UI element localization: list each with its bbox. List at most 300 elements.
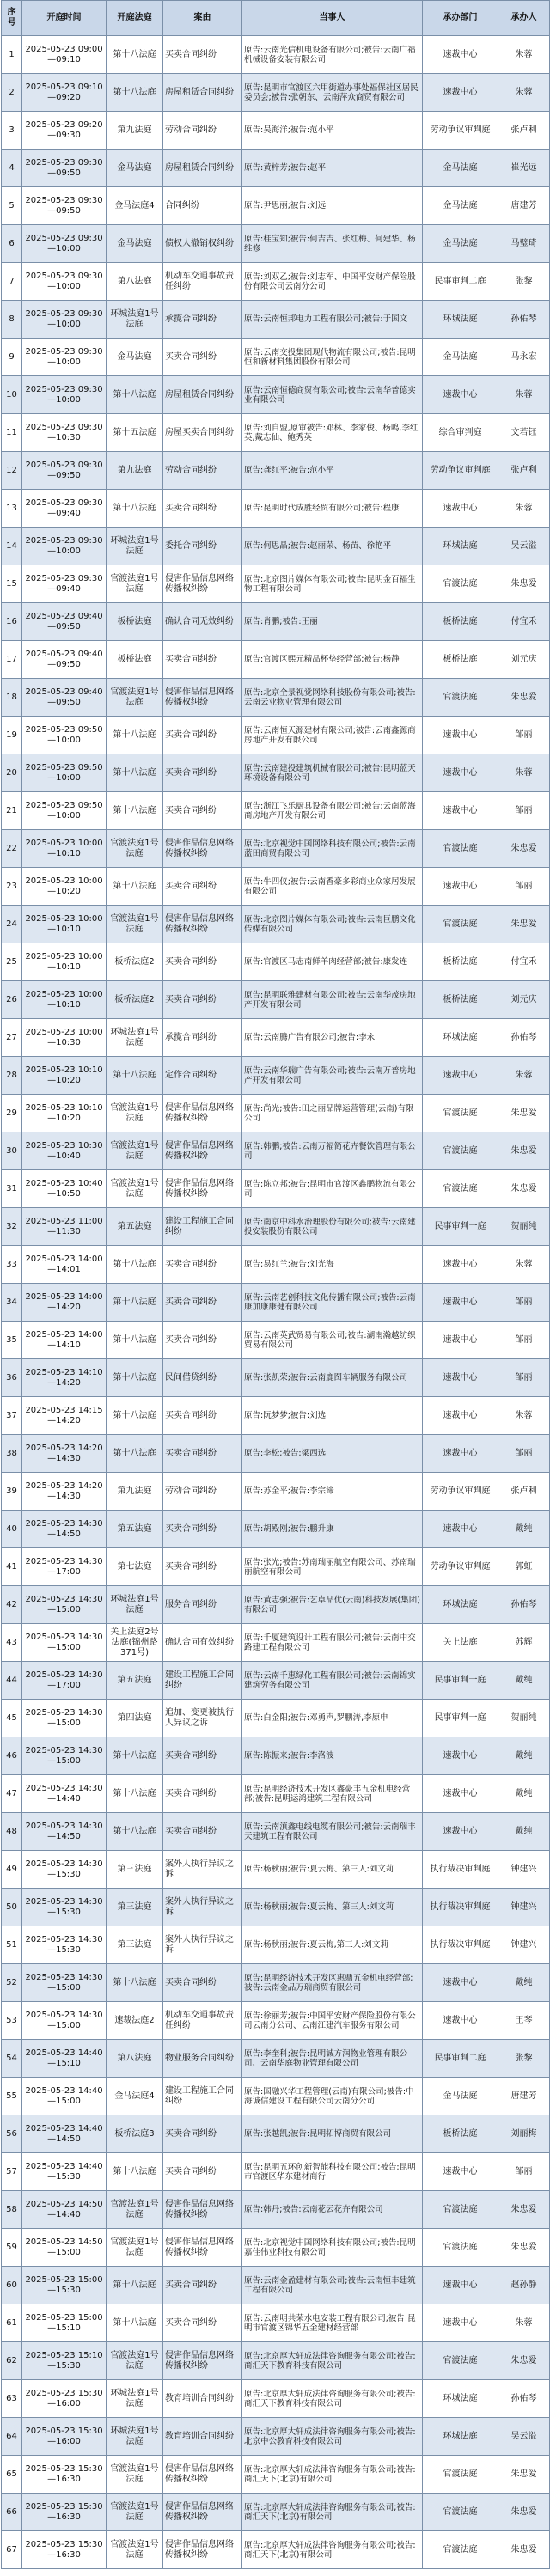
table-row — [2, 943, 550, 981]
table-row — [2, 1511, 550, 1548]
row-number: 45 — [2, 1700, 22, 1737]
parties: 原告:云南腾广告有限公司;被告:李永 — [242, 1019, 423, 1057]
judge: 吴云溢 — [498, 2418, 550, 2456]
courtroom: 第九法庭 — [107, 1473, 163, 1511]
department: 环城法庭 — [423, 528, 498, 565]
hearing-time: 2025-05-23 10:10—10:20 — [22, 1057, 107, 1095]
table-row — [2, 187, 550, 225]
case-cause: 承揽合同纠纷 — [163, 1019, 242, 1057]
row-number: 12 — [2, 452, 22, 490]
department: 劳动争议审判庭 — [423, 112, 498, 150]
parties: 原告:北京厚大轩成法律咨询服务有限公司;被告:商汇天下(北京)有限公司 — [242, 2531, 423, 2569]
department: 速裁中心 — [423, 36, 498, 74]
judge: 刘丽梅 — [498, 2115, 550, 2153]
judge: 朱忠爱 — [498, 2229, 550, 2267]
judge: 戴纯 — [498, 1813, 550, 1851]
row-number: 2 — [2, 74, 22, 112]
row-number: 49 — [2, 1851, 22, 1889]
parties: 原告:浙江飞乐厨具设备有限公司;被告:云南蓝海商房地产开发有限公司 — [242, 792, 423, 830]
judge: 朱忠爱 — [498, 2456, 550, 2494]
department: 民事审判二庭 — [423, 263, 498, 301]
table-row — [2, 1624, 550, 1662]
hearing-time: 2025-05-23 15:30—16:30 — [22, 2531, 107, 2569]
row-number: 48 — [2, 1813, 22, 1851]
hearing-time: 2025-05-23 14:30—15:00 — [22, 1737, 107, 1775]
row-number: 3 — [2, 112, 22, 150]
hearing-time: 2025-05-23 15:30—16:30 — [22, 2456, 107, 2494]
case-cause: 民间借贷纠纷 — [163, 1359, 242, 1397]
case-cause: 房屋租赁合同纠纷 — [163, 74, 242, 112]
department: 速裁中心 — [423, 2153, 498, 2191]
parties: 原告:北京图片媒体有限公司;被告:昆明金百福生物工程有限公司 — [242, 565, 423, 603]
department: 金马法庭 — [423, 2078, 498, 2115]
judge: 邹丽 — [498, 1435, 550, 1473]
case-cause: 买卖合同纠纷 — [163, 792, 242, 830]
hearing-time: 2025-05-23 10:00—10:10 — [22, 830, 107, 868]
case-cause: 委托合同纠纷 — [163, 528, 242, 565]
case-cause: 侵害作品信息网络传播权纠纷 — [163, 2342, 242, 2380]
parties: 原告:云南恒天源建材有限公司;被告:云南鑫源商房地产开发有限公司 — [242, 717, 423, 754]
case-cause: 买卖合同纠纷 — [163, 2267, 242, 2304]
department: 速裁中心 — [423, 717, 498, 754]
hearing-time: 2025-05-23 10:30—10:40 — [22, 1132, 107, 1170]
case-cause: 侵害作品信息网络传播权纠纷 — [163, 1170, 242, 1208]
table-row — [2, 1586, 550, 1624]
department: 速裁中心 — [423, 1246, 498, 1284]
department: 速裁中心 — [423, 1813, 498, 1851]
courtroom: 官渡法庭1号法庭 — [107, 830, 163, 868]
row-number: 64 — [2, 2418, 22, 2456]
row-number: 60 — [2, 2267, 22, 2304]
hearing-time: 2025-05-23 15:10—15:30 — [22, 2342, 107, 2380]
department: 劳动争议审判庭 — [423, 1548, 498, 1586]
table-row — [2, 452, 550, 490]
hearing-time: 2025-05-23 10:00—10:10 — [22, 943, 107, 981]
judge: 朱忠爱 — [498, 2531, 550, 2569]
hearing-time: 2025-05-23 10:00—10:20 — [22, 868, 107, 906]
row-number: 19 — [2, 717, 22, 754]
courtroom: 第三法庭 — [107, 1851, 163, 1889]
courtroom: 第十八法庭 — [107, 1246, 163, 1284]
table-row — [2, 150, 550, 187]
courtroom: 金马法庭 — [107, 339, 163, 376]
hearing-time: 2025-05-23 14:40—15:00 — [22, 2078, 107, 2115]
case-cause: 机动车交通事故责任纠纷 — [163, 263, 242, 301]
judge: 朱忠爱 — [498, 2342, 550, 2380]
department: 官渡法庭 — [423, 1132, 498, 1170]
row-number: 50 — [2, 1889, 22, 1926]
parties: 原告:陈立邦;被告:昆明市官渡区鑫鹏物流有限公司 — [242, 1170, 423, 1208]
department: 速裁中心 — [423, 1359, 498, 1397]
judge: 马璧琦 — [498, 225, 550, 263]
case-cause: 房屋买卖合同纠纷 — [163, 414, 242, 452]
parties: 原告:云南华瑞广告有限公司;被告:云南万普房地产开发有限公司 — [242, 1057, 423, 1095]
case-cause: 买卖合同纠纷 — [163, 2115, 242, 2153]
table-row — [2, 1284, 550, 1322]
judge: 付宜禾 — [498, 943, 550, 981]
parties: 原告:李松;被告:梁西选 — [242, 1435, 423, 1473]
department: 速裁中心 — [423, 1435, 498, 1473]
department: 速裁中心 — [423, 74, 498, 112]
hearing-time: 2025-05-23 15:30—16:00 — [22, 2418, 107, 2456]
hearing-time: 2025-05-23 14:20—14:30 — [22, 1473, 107, 1511]
hearing-time: 2025-05-23 15:00—15:30 — [22, 2267, 107, 2304]
department: 官渡法庭 — [423, 1095, 498, 1132]
table-row — [2, 1775, 550, 1813]
hearing-time: 2025-05-23 14:15—14:20 — [22, 1397, 107, 1435]
row-number: 53 — [2, 2002, 22, 2040]
row-number: 11 — [2, 414, 22, 452]
table-row — [2, 225, 550, 263]
row-number: 66 — [2, 2494, 22, 2531]
department: 速裁中心 — [423, 1511, 498, 1548]
department: 环城法庭 — [423, 2380, 498, 2418]
row-number: 26 — [2, 981, 22, 1019]
case-cause: 房屋租赁合同纠纷 — [163, 376, 242, 414]
courtroom: 第九法庭 — [107, 452, 163, 490]
judge: 朱蓉 — [498, 1397, 550, 1435]
case-cause: 确认合同有效纠纷 — [163, 1624, 242, 1662]
judge: 孙佑琴 — [498, 301, 550, 339]
parties: 原告:北京厚大轩成法律咨询服务有限公司;被告:北京中公教育科技有限公司 — [242, 2418, 423, 2456]
hearing-time: 2025-05-23 15:00—15:10 — [22, 2304, 107, 2342]
courtroom: 板桥法庭3 — [107, 2115, 163, 2153]
row-number: 33 — [2, 1246, 22, 1284]
courtroom: 官渡法庭1号法庭 — [107, 1132, 163, 1170]
table-row — [2, 1208, 550, 1246]
parties: 原告:北京视觉中国网络科技有限公司;被告:云南蓝田商贸有限公司 — [242, 830, 423, 868]
courtroom: 第四法庭 — [107, 1700, 163, 1737]
case-cause: 买卖合同纠纷 — [163, 943, 242, 981]
department: 速裁中心 — [423, 490, 498, 528]
row-number: 63 — [2, 2380, 22, 2418]
judge: 朱蓉 — [498, 490, 550, 528]
hearing-time: 2025-05-23 14:30—17:00 — [22, 1548, 107, 1586]
parties: 原告:北京厚大轩成法律咨询服务有限公司;被告:商汇天下(北京)有限公司 — [242, 2494, 423, 2531]
row-number: 43 — [2, 1624, 22, 1662]
courtroom: 官渡法庭1号法庭 — [107, 2531, 163, 2569]
case-cause: 建设工程施工合同纠纷 — [163, 1208, 242, 1246]
judge: 朱蓉 — [498, 1057, 550, 1095]
table-row — [2, 679, 550, 717]
courtroom: 第十八法庭 — [107, 717, 163, 754]
judge: 邹丽 — [498, 868, 550, 906]
judge: 张卢利 — [498, 1473, 550, 1511]
courtroom: 第五法庭 — [107, 1662, 163, 1700]
row-number: 25 — [2, 943, 22, 981]
row-number: 40 — [2, 1511, 22, 1548]
parties: 原告:北京厚大轩成法律咨询服务有限公司;被告:商汇天下(北京)有限公司 — [242, 2456, 423, 2494]
table-row — [2, 1926, 550, 1964]
case-cause: 劳动合同纠纷 — [163, 452, 242, 490]
hearing-time: 2025-05-23 09:20—09:30 — [22, 112, 107, 150]
case-cause: 案外人执行异议之诉 — [163, 1851, 242, 1889]
table-row — [2, 2191, 550, 2229]
case-cause: 买卖合同纠纷 — [163, 1813, 242, 1851]
case-cause: 追加、变更被执行人异议之诉 — [163, 1700, 242, 1737]
hearing-time: 2025-05-23 11:00—11:30 — [22, 1208, 107, 1246]
department: 民事审判一庭 — [423, 1662, 498, 1700]
case-cause: 机动车交通事故责任纠纷 — [163, 2002, 242, 2040]
parties: 原告:易红兰;被告:刘光海 — [242, 1246, 423, 1284]
parties: 原告:张凯荣;被告:云南鹿图车辆服务有限公司 — [242, 1359, 423, 1397]
parties: 原告:云南艺创科技文化传播有限公司;被告:云南康加康康健有限公司 — [242, 1284, 423, 1322]
judge: 苏辉 — [498, 1624, 550, 1662]
hearing-time: 2025-05-23 09:40—09:50 — [22, 679, 107, 717]
case-cause: 侵害作品信息网络传播权纠纷 — [163, 1132, 242, 1170]
hearing-time: 2025-05-23 09:30—10:00 — [22, 301, 107, 339]
table-row — [2, 1737, 550, 1775]
department: 劳动争议审判庭 — [423, 452, 498, 490]
courtroom: 板桥法庭 — [107, 641, 163, 679]
parties: 原告:苏金平;被告:李宗谛 — [242, 1473, 423, 1511]
department: 劳动争议审判庭 — [423, 1473, 498, 1511]
parties: 原告:昆明时代成胜经贸有限公司;被告:程康 — [242, 490, 423, 528]
row-number: 21 — [2, 792, 22, 830]
courtroom: 环城法庭1号法庭 — [107, 1586, 163, 1624]
case-cause: 承揽合同纠纷 — [163, 301, 242, 339]
table-row — [2, 1889, 550, 1926]
table-row — [2, 641, 550, 679]
case-cause: 教育培训合同纠纷 — [163, 2418, 242, 2456]
case-cause: 物业服务合同纠纷 — [163, 2040, 242, 2078]
table-row — [2, 1132, 550, 1170]
table-row — [2, 528, 550, 565]
table-row — [2, 2494, 550, 2531]
row-number: 23 — [2, 868, 22, 906]
column-header-judge: 承办人 — [498, 1, 550, 36]
table-row — [2, 490, 550, 528]
courtroom: 官渡法庭1号法庭 — [107, 2494, 163, 2531]
table-row — [2, 565, 550, 603]
judge: 贺丽纯 — [498, 1700, 550, 1737]
department: 官渡法庭 — [423, 830, 498, 868]
table-row — [2, 1851, 550, 1889]
department: 板桥法庭 — [423, 641, 498, 679]
hearing-time: 2025-05-23 09:10—09:20 — [22, 74, 107, 112]
department: 综合审判庭 — [423, 414, 498, 452]
department: 速裁中心 — [423, 1964, 498, 2002]
table-row — [2, 339, 550, 376]
hearing-time: 2025-05-23 09:30—09:50 — [22, 452, 107, 490]
table-row — [2, 830, 550, 868]
case-cause: 买卖合同纠纷 — [163, 1322, 242, 1359]
courtroom: 板桥法庭2 — [107, 981, 163, 1019]
judge: 吴云溢 — [498, 528, 550, 565]
department: 速裁中心 — [423, 868, 498, 906]
table-row — [2, 2456, 550, 2494]
judge: 朱忠爱 — [498, 2494, 550, 2531]
courtroom: 环城法庭1号法庭 — [107, 1019, 163, 1057]
table-row — [2, 2304, 550, 2342]
table-row — [2, 1813, 550, 1851]
courtroom: 环城法庭1号法庭 — [107, 301, 163, 339]
case-cause: 买卖合同纠纷 — [163, 1284, 242, 1322]
table-row — [2, 1397, 550, 1435]
hearing-time: 2025-05-23 09:30—09:40 — [22, 565, 107, 603]
parties: 原告:牛四仪;被告:云南香豪多彩商业众家居发展有限公司 — [242, 868, 423, 906]
table-row — [2, 2342, 550, 2380]
courtroom: 官渡法庭1号法庭 — [107, 1095, 163, 1132]
judge: 朱忠爱 — [498, 1095, 550, 1132]
courtroom: 第八法庭 — [107, 2040, 163, 2078]
case-cause: 买卖合同纠纷 — [163, 36, 242, 74]
hearing-time: 2025-05-23 14:30—15:00 — [22, 1700, 107, 1737]
judge: 朱忠爱 — [498, 565, 550, 603]
judge: 刘元庆 — [498, 981, 550, 1019]
courtroom: 第十八法庭 — [107, 1057, 163, 1095]
courtroom: 官渡法庭1号法庭 — [107, 2191, 163, 2229]
department: 官渡法庭 — [423, 1170, 498, 1208]
hearing-time: 2025-05-23 10:10—10:20 — [22, 1095, 107, 1132]
courtroom: 关上法庭2号法庭(锦州路371号) — [107, 1624, 163, 1662]
department: 执行裁决审判庭 — [423, 1889, 498, 1926]
department: 官渡法庭 — [423, 2531, 498, 2569]
hearing-time: 2025-05-23 14:00—14:01 — [22, 1246, 107, 1284]
hearing-time: 2025-05-23 09:50—10:00 — [22, 754, 107, 792]
parties: 原告:北京厚大轩成法律咨询服务有限公司;被告:商汇天下教育科技有限公司 — [242, 2342, 423, 2380]
judge: 钟建兴 — [498, 1926, 550, 1964]
hearing-time: 2025-05-23 10:00—10:10 — [22, 906, 107, 943]
judge: 朱忠爱 — [498, 679, 550, 717]
row-number: 28 — [2, 1057, 22, 1095]
table-row — [2, 2153, 550, 2191]
judge: 贺丽纯 — [498, 1208, 550, 1246]
table-row — [2, 2040, 550, 2078]
hearing-time: 2025-05-23 09:50—10:00 — [22, 717, 107, 754]
row-number: 61 — [2, 2304, 22, 2342]
table-row — [2, 263, 550, 301]
table-row — [2, 1359, 550, 1397]
judge: 郭虹 — [498, 1548, 550, 1586]
department: 民事审判一庭 — [423, 1700, 498, 1737]
row-number: 10 — [2, 376, 22, 414]
courtroom: 官渡法庭1号法庭 — [107, 906, 163, 943]
hearing-time: 2025-05-23 09:00—09:10 — [22, 36, 107, 74]
case-cause: 买卖合同纠纷 — [163, 2304, 242, 2342]
courtroom: 第十八法庭 — [107, 376, 163, 414]
parties: 原告:刘自盟,原审被告:邓林、李家俊、杨鸣,李红英,戴志仙、鲍秀英 — [242, 414, 423, 452]
hearing-time: 2025-05-23 14:30—15:30 — [22, 1889, 107, 1926]
row-number: 46 — [2, 1737, 22, 1775]
case-cause: 侵害作品信息网络传播权纠纷 — [163, 2191, 242, 2229]
column-header-case: 案由 — [163, 1, 242, 36]
parties: 原告:昆明联雅建材有限公司;被告:云南华茂房地产开发有限公司 — [242, 981, 423, 1019]
department: 速裁中心 — [423, 1397, 498, 1435]
parties: 原告:云南恒邦电力工程有限公司;被告:于国文 — [242, 301, 423, 339]
courtroom: 第十八法庭 — [107, 74, 163, 112]
parties: 原告:尹思丽;被告:刘远 — [242, 187, 423, 225]
courtroom: 第七法庭 — [107, 1548, 163, 1586]
courtroom: 环城法庭1号法庭 — [107, 2380, 163, 2418]
department: 板桥法庭 — [423, 943, 498, 981]
judge: 唐建芳 — [498, 2078, 550, 2115]
case-cause: 买卖合同纠纷 — [163, 1737, 242, 1775]
hearing-time: 2025-05-23 14:30—15:30 — [22, 1851, 107, 1889]
table-row — [2, 754, 550, 792]
courtroom: 官渡法庭1号法庭 — [107, 2342, 163, 2380]
row-number: 65 — [2, 2456, 22, 2494]
row-number: 44 — [2, 1662, 22, 1700]
case-cause: 侵害作品信息网络传播权纠纷 — [163, 565, 242, 603]
courtroom: 第十八法庭 — [107, 1775, 163, 1813]
courtroom: 官渡法庭1号法庭 — [107, 565, 163, 603]
courtroom: 速裁法庭2 — [107, 2002, 163, 2040]
courtroom: 官渡法庭1号法庭 — [107, 2456, 163, 2494]
parties: 原告:云南英武贸易有限公司;被告:湖南瀚越纺织贸易有限公司 — [242, 1322, 423, 1359]
hearing-time: 2025-05-23 10:40—10:50 — [22, 1170, 107, 1208]
header-row — [2, 1, 550, 36]
row-number: 30 — [2, 1132, 22, 1170]
parties: 原告:黄梓芳;被告:赵平 — [242, 150, 423, 187]
judge: 邹丽 — [498, 717, 550, 754]
courtroom: 第十八法庭 — [107, 36, 163, 74]
row-number: 17 — [2, 641, 22, 679]
parties: 原告:北京全景视觉网络科技股份有限公司;被告:云南云业物业管理有限公司 — [242, 679, 423, 717]
table-row — [2, 1548, 550, 1586]
parties: 原告:云南滇鑫电线电缆有限公司;被告:云南瑞丰天建筑工程有限公司 — [242, 1813, 423, 1851]
courtroom: 第十八法庭 — [107, 2267, 163, 2304]
parties: 原告:云南恒德商贸有限公司;被告:云南华普德实业有限公司 — [242, 376, 423, 414]
table-row — [2, 74, 550, 112]
parties: 原告:陈振来;被告:李洛波 — [242, 1737, 423, 1775]
row-number: 7 — [2, 263, 22, 301]
row-number: 5 — [2, 187, 22, 225]
case-cause: 建设工程施工合同纠纷 — [163, 2078, 242, 2115]
department: 官渡法庭 — [423, 565, 498, 603]
hearing-time: 2025-05-23 15:30—16:00 — [22, 2380, 107, 2418]
table-row — [2, 36, 550, 74]
courtroom: 金马法庭 — [107, 150, 163, 187]
parties: 原告:桂宝知;被告:何吉吉、张红梅、何建华、杨维修 — [242, 225, 423, 263]
row-number: 20 — [2, 754, 22, 792]
case-cause: 买卖合同纠纷 — [163, 1548, 242, 1586]
courtroom: 官渡法庭1号法庭 — [107, 679, 163, 717]
hearing-time: 2025-05-23 14:30—14:40 — [22, 1775, 107, 1813]
case-cause: 侵害作品信息网络传播权纠纷 — [163, 2494, 242, 2531]
hearing-time: 2025-05-23 09:30—10:00 — [22, 376, 107, 414]
parties: 原告:刘双乙;被告:刘志军、中国平安财产保险股份有限公司云南分公司 — [242, 263, 423, 301]
hearing-time: 2025-05-23 14:40—14:50 — [22, 2115, 107, 2153]
judge: 戴纯 — [498, 1964, 550, 2002]
table-row — [2, 2380, 550, 2418]
department: 执行裁决审判庭 — [423, 1851, 498, 1889]
hearing-time: 2025-05-23 14:30—15:00 — [22, 1964, 107, 2002]
courtroom: 板桥法庭2 — [107, 943, 163, 981]
courtroom: 板桥法庭 — [107, 603, 163, 641]
hearing-time: 2025-05-23 09:40—09:50 — [22, 603, 107, 641]
courtroom: 第五法庭 — [107, 1511, 163, 1548]
department: 官渡法庭 — [423, 679, 498, 717]
courtroom: 第三法庭 — [107, 1889, 163, 1926]
courtroom: 第十八法庭 — [107, 2304, 163, 2342]
row-number: 38 — [2, 1435, 22, 1473]
judge: 张黎 — [498, 2040, 550, 2078]
judge: 邹丽 — [498, 1322, 550, 1359]
judge: 孙佑琴 — [498, 1586, 550, 1624]
case-cause: 侵害作品信息网络传播权纠纷 — [163, 906, 242, 943]
hearing-time: 2025-05-23 09:30—09:50 — [22, 187, 107, 225]
hearing-time: 2025-05-23 09:30—10:30 — [22, 414, 107, 452]
department: 环城法庭 — [423, 2418, 498, 2456]
row-number: 47 — [2, 1775, 22, 1813]
department: 环城法庭 — [423, 1586, 498, 1624]
hearing-time: 2025-05-23 14:40—15:10 — [22, 2040, 107, 2078]
judge: 朱忠爱 — [498, 1170, 550, 1208]
row-number: 52 — [2, 1964, 22, 2002]
judge: 崔光远 — [498, 150, 550, 187]
department: 速裁中心 — [423, 2304, 498, 2342]
